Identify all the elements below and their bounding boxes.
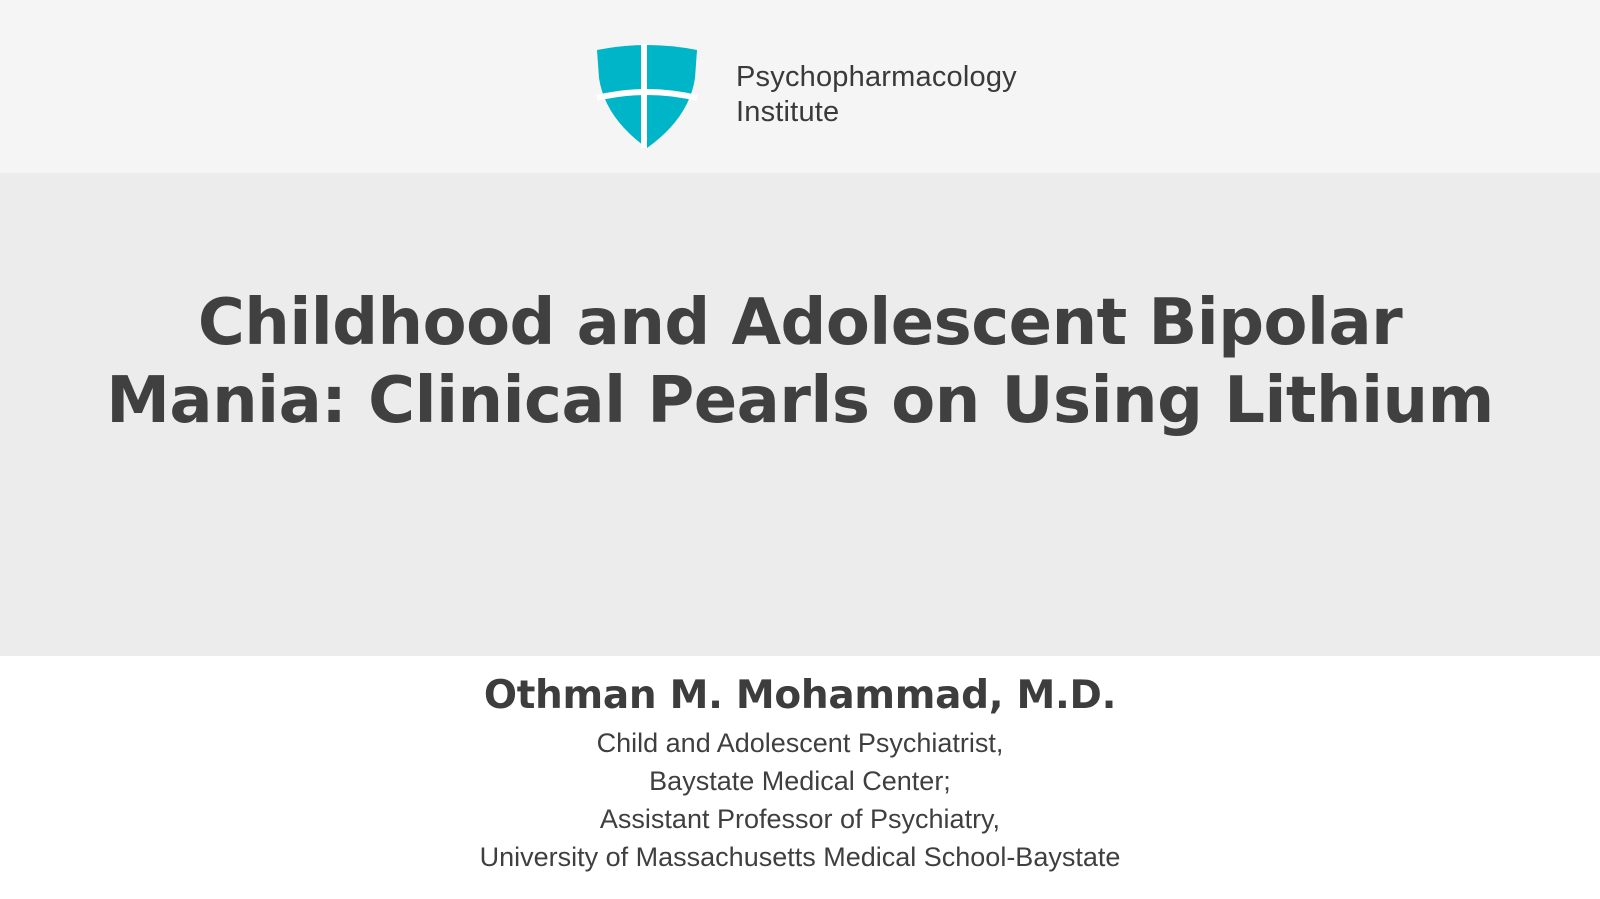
affiliation-line: Baystate Medical Center; (649, 766, 951, 796)
header-band (0, 0, 1600, 173)
presenter-affiliations (0, 724, 1600, 876)
affiliation-line: University of Massachusetts Medical School-Baystate (479, 842, 1121, 872)
logo-line-1: Psychopharmacology (736, 61, 1017, 93)
logo-wordmark (736, 60, 1017, 130)
affiliation-line: Child and Adolescent Psychiatrist, (596, 728, 1004, 758)
affiliation-line: Assistant Professor of Psychiatry, (599, 804, 1001, 834)
presenter-block (0, 668, 1600, 876)
title-line-2: Mania: Clinical Pearls on Using Lithium (106, 364, 1494, 438)
institute-logo (594, 44, 1017, 148)
presentation-title (0, 284, 1600, 440)
title-line-1: Childhood and Adolescent Bipolar (197, 286, 1403, 360)
presenter-name: Othman M. Mohammad, M.D. (483, 673, 1117, 718)
shield-logo-icon (594, 44, 700, 148)
logo-line-2: Institute (736, 96, 840, 128)
